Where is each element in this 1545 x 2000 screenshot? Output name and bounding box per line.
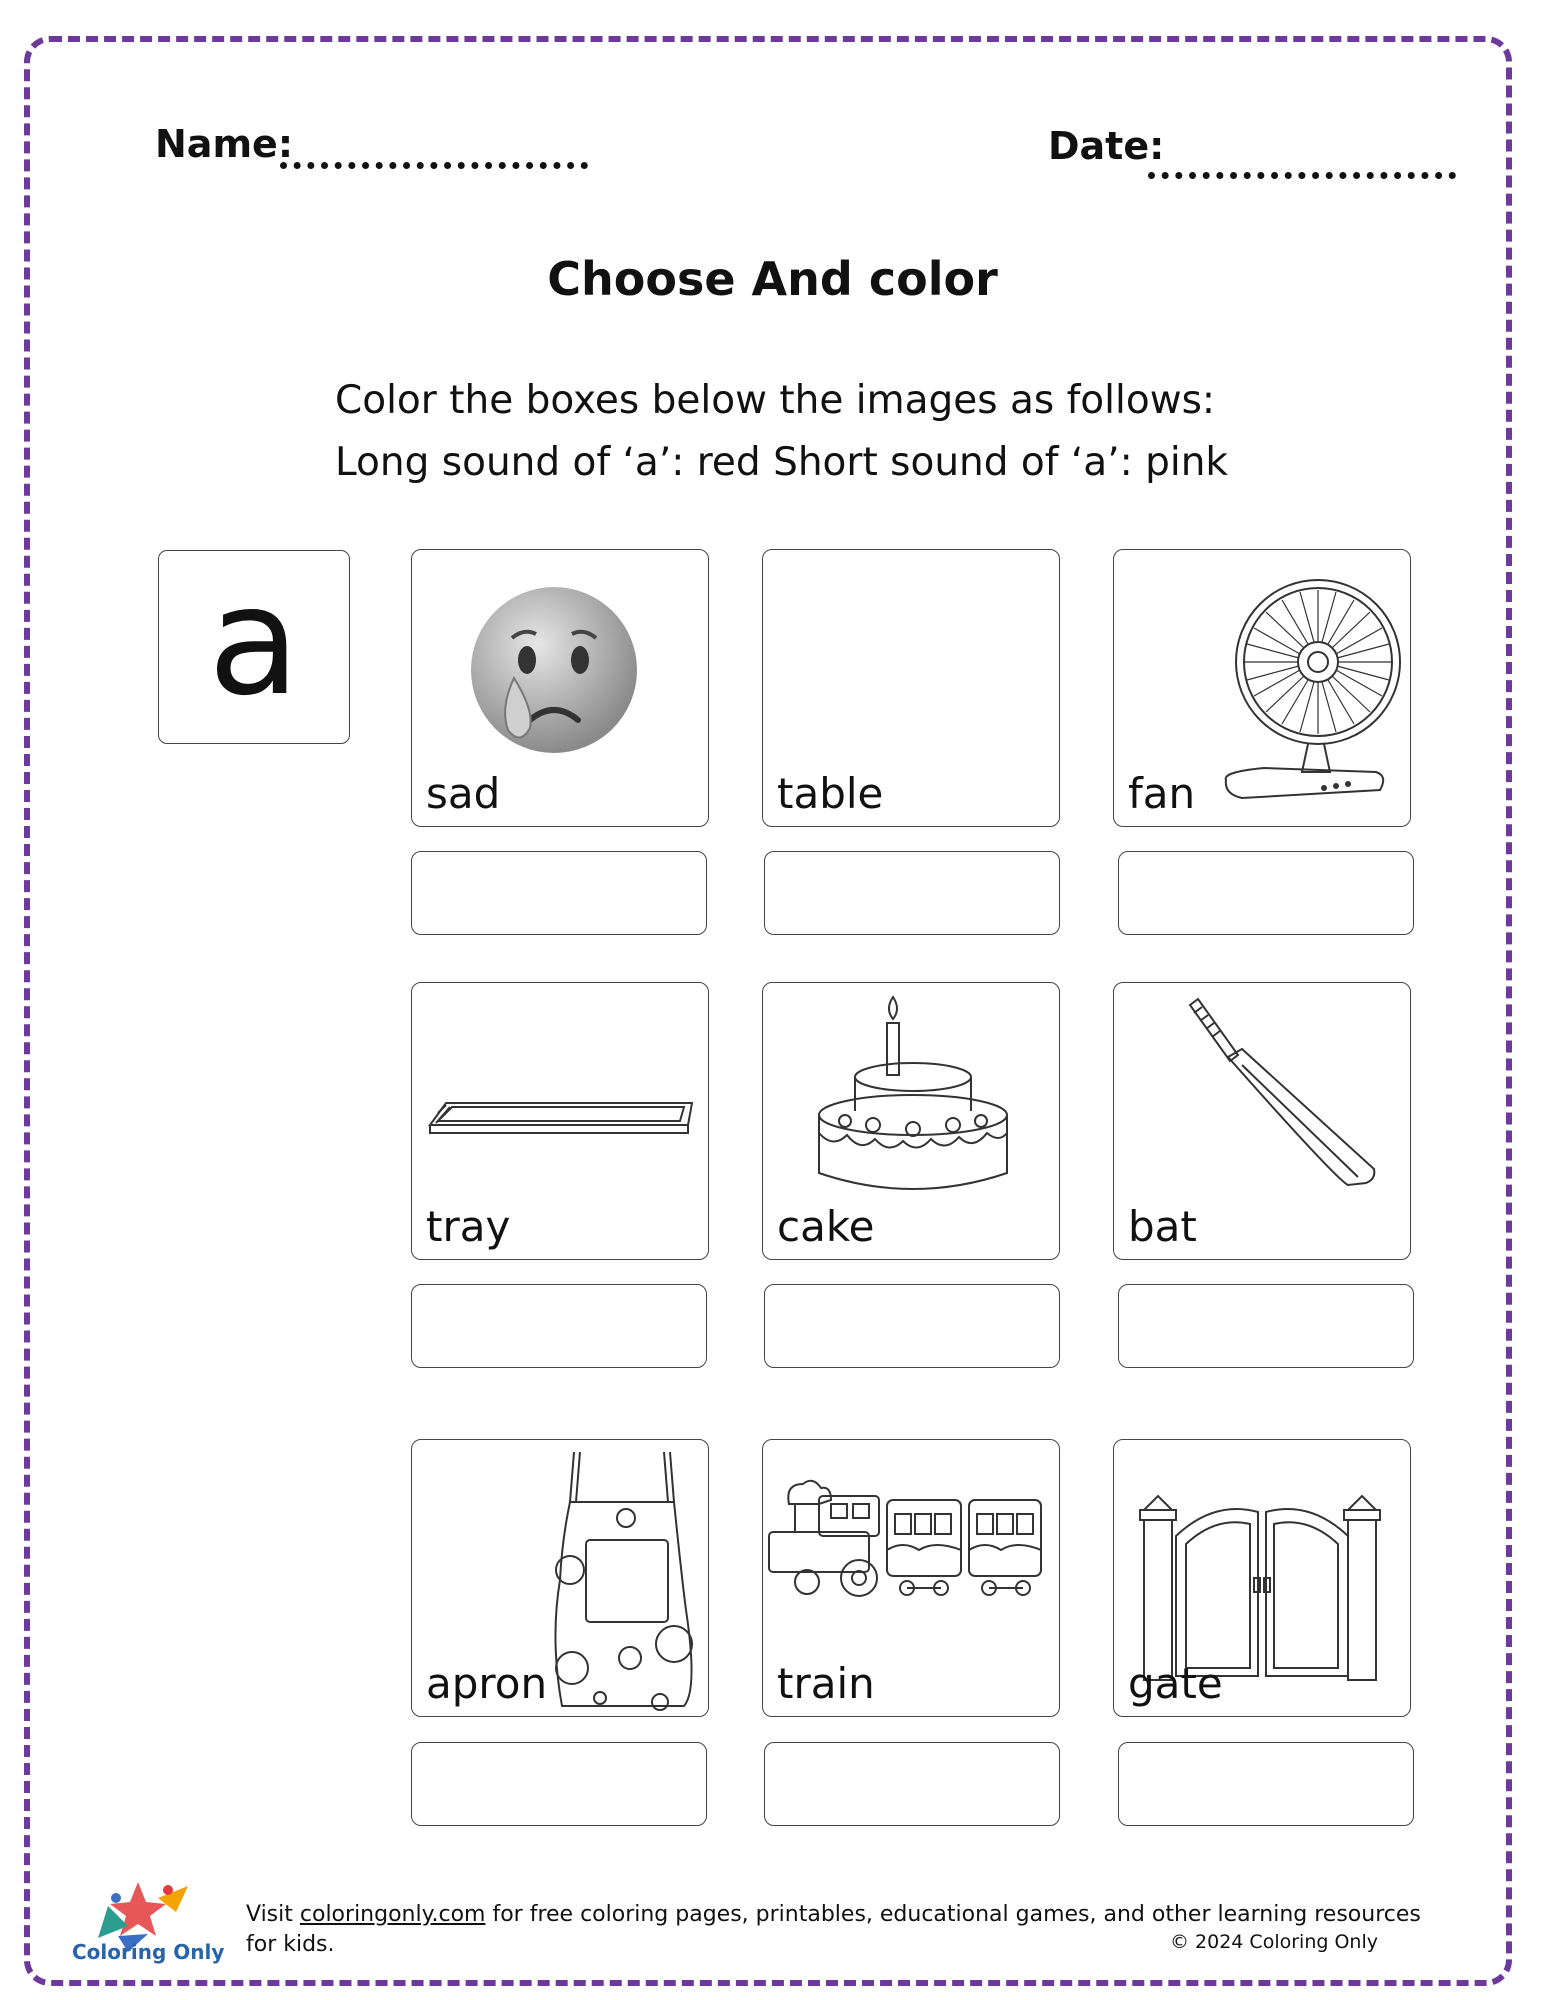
card-word: sad	[426, 769, 501, 818]
date-line[interactable]	[1148, 172, 1456, 179]
picture-card-cake	[762, 982, 1060, 1260]
footer-rest: for free coloring pages, printables, educational games, and other learning resources for kids.	[246, 1902, 1421, 1957]
letter-box	[158, 550, 350, 744]
color-box-cake[interactable]	[764, 1284, 1060, 1368]
picture-card-fan	[1113, 549, 1411, 827]
picture-card-bat	[1113, 982, 1411, 1260]
color-box-train[interactable]	[764, 1742, 1060, 1826]
card-word: train	[777, 1659, 875, 1708]
picture-card-sad	[411, 549, 709, 827]
color-box-fan[interactable]	[1118, 851, 1414, 935]
card-word: cake	[777, 1202, 875, 1251]
footer-link[interactable]: coloringonly.com	[299, 1902, 486, 1927]
color-box-apron[interactable]	[411, 1742, 707, 1826]
color-box-sad[interactable]	[411, 851, 707, 935]
color-box-table[interactable]	[764, 851, 1060, 935]
footer-visit: Visit	[246, 1902, 293, 1927]
picture-card-gate	[1113, 1439, 1411, 1717]
color-box-gate[interactable]	[1118, 1742, 1414, 1826]
card-word: fan	[1128, 769, 1196, 818]
card-word: gate	[1128, 1659, 1223, 1708]
color-box-bat[interactable]	[1118, 1284, 1414, 1368]
picture-card-table	[762, 549, 1060, 827]
logo-text: Coloring Only	[72, 1940, 225, 1964]
instruction-line-2: Long sound of ‘a’: red Short sound of ‘a’: pink	[335, 440, 1229, 485]
name-line[interactable]	[280, 162, 588, 169]
instruction-line-1: Color the boxes below the images as follows:	[335, 378, 1216, 423]
picture-card-tray	[411, 982, 709, 1260]
color-box-tray[interactable]	[411, 1284, 707, 1368]
card-word: tray	[426, 1202, 511, 1251]
card-word: table	[777, 769, 884, 818]
name-label: Name:	[155, 122, 294, 166]
copyright: © 2024 Coloring Only	[1170, 1931, 1378, 1953]
date-label: Date:	[1048, 124, 1165, 168]
card-word: bat	[1128, 1202, 1197, 1251]
target-letter: a	[208, 555, 300, 729]
page-title: Choose And color	[547, 252, 998, 306]
card-word: apron	[426, 1659, 548, 1708]
picture-card-train	[762, 1439, 1060, 1717]
picture-card-apron	[411, 1439, 709, 1717]
